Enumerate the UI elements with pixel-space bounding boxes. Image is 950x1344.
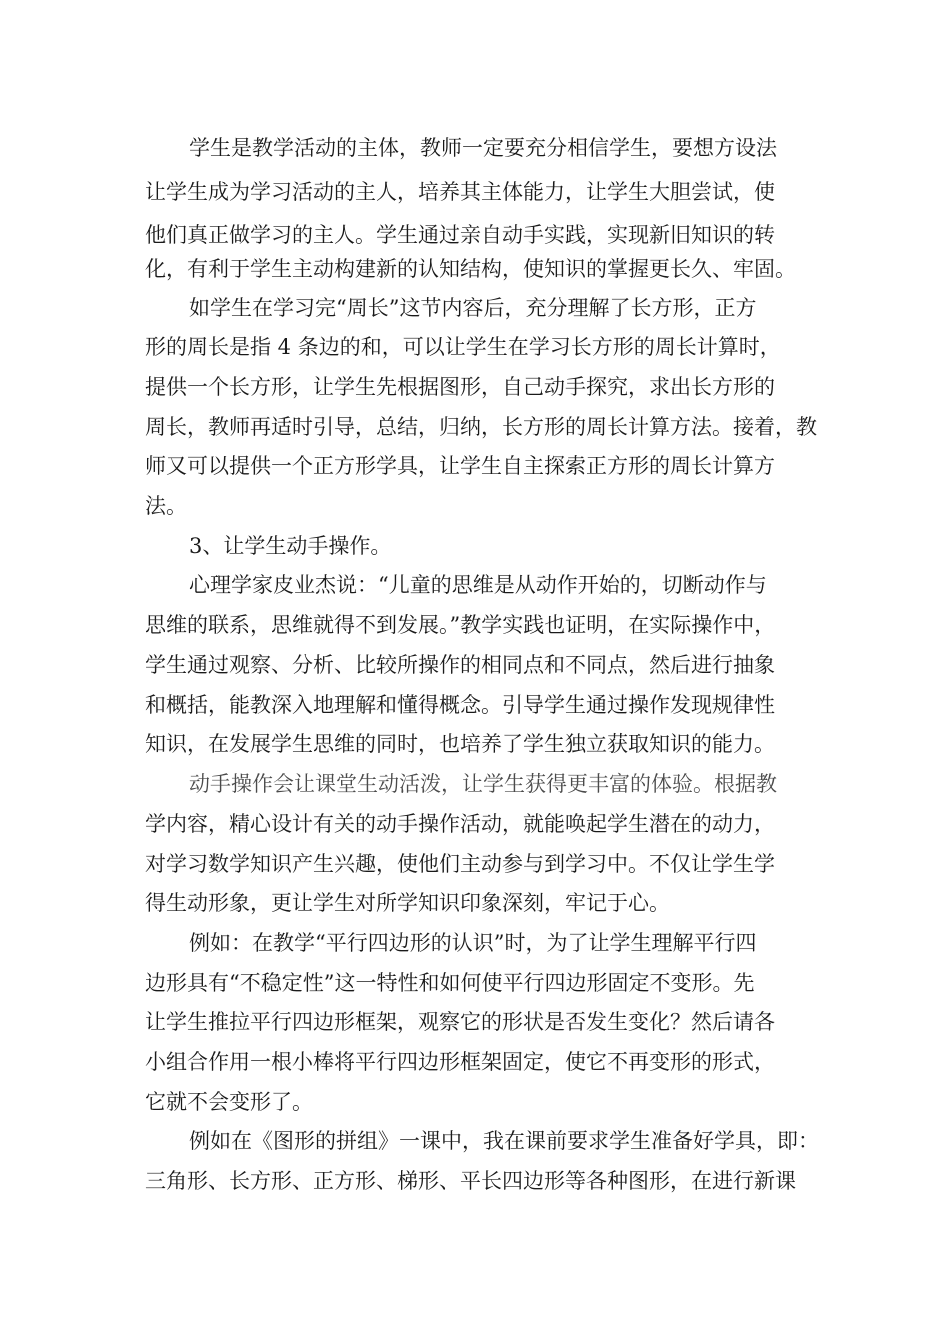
paragraph-2-line-5: 师又可以提供一个正方形学具，让学生自主探索正方形的周长计算方	[145, 454, 775, 478]
paragraph-2-line-4: 周长，教师再适时引导，总结，归纳，长方形的周长计算方法。接着，教	[145, 415, 817, 439]
paragraph-1-line-1: 学生是教学活动的主体，教师一定要充分相信学生，要想方设法	[189, 136, 777, 160]
paragraph-2-line-6: 法。	[145, 494, 187, 518]
paragraph-4-line-4: 和概括，能教深入地理解和懂得概念。引导学生通过操作发现规律性	[145, 693, 775, 717]
paragraph-4-line-1: 心理学家皮业杰说：“儿童的思维是从动作开始的，切断动作与	[189, 573, 767, 597]
paragraph-6-line-3: 让学生推拉平行四边形框架，观察它的形状是否发生变化？然后请各	[145, 1010, 775, 1034]
paragraph-1-line-4: 化，有利于学生主动构建新的认知结构，使知识的掌握更长久、牢固。	[145, 257, 796, 281]
paragraph-2-line-3: 提供一个长方形，让学生先根据图形，自己动手探究，求出长方形的	[145, 375, 775, 399]
paragraph-6-line-1: 例如：在教学“平行四边形的认识”时，为了让学生理解平行四	[189, 931, 757, 955]
paragraph-2-line-1: 如学生在学习完“周长”这节内容后，充分理解了长方形，正方	[189, 296, 757, 320]
paragraph-4-line-3: 学生通过观察、分析、比较所操作的相同点和不同点，然后进行抽象	[145, 653, 775, 677]
paragraph-7-line-2: 三角形、长方形、正方形、梯形、平长四边形等各种图形，在进行新课	[145, 1169, 796, 1193]
section-heading: 3、让学生动手操作。	[189, 534, 392, 558]
paragraph-1-line-2: 让学生成为学习活动的主人，培养其主体能力，让学生大胆尝试，使	[145, 180, 775, 204]
paragraph-5-line-3: 对学习数学知识产生兴趣，使他们主动参与到学习中。不仅让学生学	[145, 852, 775, 876]
paragraph-4-line-2: 思维的联系，思维就得不到发展。”教学实践也证明，在实际操作中，	[145, 613, 776, 637]
paragraph-7-line-1: 例如在《图形的拼组》一课中，我在课前要求学生准备好学具，即：	[189, 1129, 819, 1153]
paragraph-5-line-4: 得生动形象，更让学生对所学知识印象深刻，牢记于心。	[145, 891, 670, 915]
paragraph-5-line-1: 动手操作会让课堂生动活泼，让学生获得更丰富的体验。根据教	[189, 772, 777, 796]
paragraph-6-line-5: 它就不会变形了。	[145, 1090, 313, 1114]
paragraph-6-line-2: 边形具有“不稳定性”这一特性和如何使平行四边形固定不变形。先	[145, 971, 755, 995]
paragraph-5-line-2: 学内容，精心设计有关的动手操作活动，就能唤起学生潜在的动力，	[145, 812, 775, 836]
paragraph-1-line-3: 他们真正做学习的主人。学生通过亲自动手实践，实现新旧知识的转	[145, 223, 775, 247]
paragraph-4-line-5: 知识，在发展学生思维的同时，也培养了学生独立获取知识的能力。	[145, 732, 775, 756]
paragraph-6-line-4: 小组合作用一根小棒将平行四边形框架固定，使它不再变形的形式，	[145, 1050, 775, 1074]
paragraph-2-line-2: 形的周长是指 4 条边的和，可以让学生在学习长方形的周长计算时，	[145, 335, 781, 359]
